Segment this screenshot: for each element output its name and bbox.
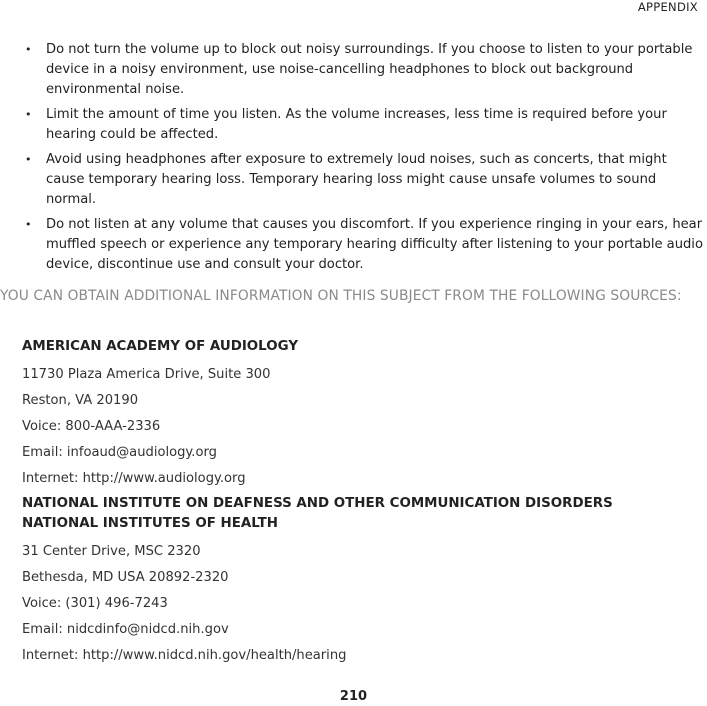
organization-aaa bbox=[22, 337, 692, 492]
list-item bbox=[22, 215, 704, 275]
organization-voice: Voice: (301) 496-7243 bbox=[22, 596, 168, 611]
organization-name: AMERICAN ACADEMY OF AUDIOLOGY bbox=[22, 339, 299, 354]
list-item bbox=[22, 40, 704, 100]
bullet-text: Do not turn the volume up to block out noisy surroundings. If you choose to listen to your portable device in a noisy environment, use noise-cancelling headphones to block out background environmental noise. bbox=[46, 42, 693, 97]
bullet-icon: • bbox=[25, 43, 32, 56]
bullet-text: Avoid using headphones after exposure to extremely loud noises, such as concerts, that might cause temporary hearing loss. Temporary hearing loss might cause unsafe volumes to sound normal. bbox=[46, 152, 667, 207]
organization-address: 11730 Plaza America Drive, Suite 300 bbox=[22, 367, 271, 382]
safety-bullet-list bbox=[22, 40, 704, 280]
organization-city: Bethesda, MD USA 20892-2320 bbox=[22, 570, 229, 585]
list-item bbox=[22, 105, 704, 145]
organization-voice: Voice: 800-AAA-2336 bbox=[22, 419, 161, 434]
page-number: 210 bbox=[339, 689, 368, 704]
organization-internet: Internet: http://www.audiology.org bbox=[22, 471, 246, 486]
bullet-icon: • bbox=[25, 108, 32, 121]
running-header: APPENDIX bbox=[637, 0, 698, 14]
bullet-text: Limit the amount of time you listen. As the volume increases, less time is required before your hearing could be affected. bbox=[46, 107, 667, 142]
organization-email: Email: infoaud@audiology.org bbox=[22, 445, 217, 460]
list-item bbox=[22, 150, 704, 210]
sources-heading: YOU CAN OBTAIN ADDITIONAL INFORMATION ON THIS SUBJECT FROM THE FOLLOWING SOURCES: bbox=[0, 288, 682, 304]
organization-nidcd bbox=[22, 494, 692, 669]
organization-city: Reston, VA 20190 bbox=[22, 393, 139, 408]
bullet-icon: • bbox=[25, 153, 32, 166]
organization-address: 31 Center Drive, MSC 2320 bbox=[22, 544, 201, 559]
bullet-text: Do not listen at any volume that causes you discomfort. If you experience ringing in your ears, hear muffled speech or experience any temporary hearing difficulty after listening to your portable audio device, discontinue use and consult your doctor. bbox=[46, 217, 703, 272]
bullet-icon: • bbox=[25, 218, 32, 231]
organization-name: NATIONAL INSTITUTE ON DEAFNESS AND OTHER COMMUNICATION DISORDERS NATIONAL INSTITUTES OF HEALTH bbox=[22, 496, 613, 531]
organization-internet: Internet: http://www.nidcd.nih.gov/health/hearing bbox=[22, 648, 347, 663]
organization-email: Email: nidcdinfo@nidcd.nih.gov bbox=[22, 622, 229, 637]
